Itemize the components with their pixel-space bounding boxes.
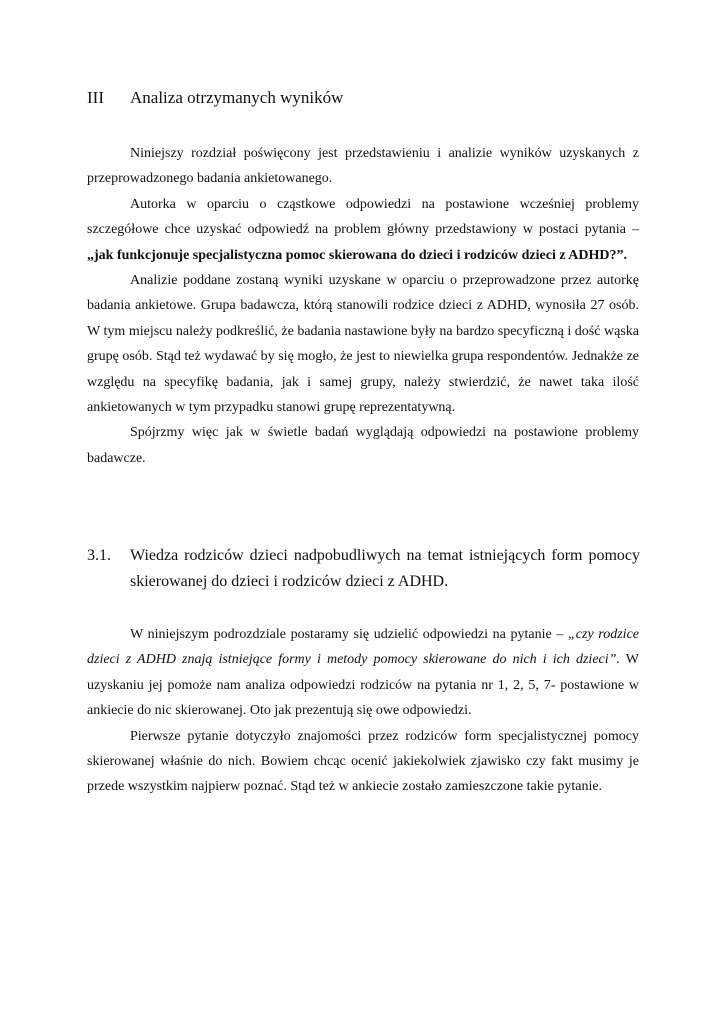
- intro-paragraph-2: [87, 192, 639, 268]
- chapter-heading: [87, 86, 647, 110]
- intro-paragraph-4: Spójrzmy więc jak w świetle badań wyglądają odpowiedzi na postawione problemy badawcze.: [87, 425, 639, 466]
- section-paragraph-1: [87, 622, 639, 724]
- section-text: [87, 622, 639, 800]
- section-number: 3.1.: [87, 547, 111, 564]
- intro-paragraph-1: Niniejszy rozdział poświęcony jest przedstawieniu i analizie wyników uzyskanych z przeprowadzonego badania ankietowanego.: [87, 146, 639, 187]
- main-research-question: „jak funkcjonuje specjalistyczna pomoc skierowana do dzieci i rodziców dzieci z ADHD?”.: [87, 247, 628, 263]
- chapter-title: Analiza otrzymanych wyników: [130, 88, 344, 107]
- section-paragraph-2: Pierwsze pytanie dotyczyło znajomości przez rodziców form specjalistycznej pomocy skierowanej właśnie do nich. Bowiem chcąc ocenić jakiekolwiek zjawisko czy fakt musimy je przede wszystkim najpierw poznać. Stąd też w ankiecie zostało zamieszczone takie pytanie.: [87, 728, 639, 795]
- intro-text: [87, 141, 639, 471]
- section-research-question: „czy rodzice dzieci z ADHD znają istniejące formy i metody pomocy skierowane do nich i ich dzieci”.: [87, 627, 639, 668]
- section-paragraph-1-rest: W uzyskaniu jej pomoże nam analiza odpowiedzi rodziców na pytania nr 1, 2, 5, 7- postawione w ankiecie do nic skierowanej. Oto jak prezentują się owe odpowiedzi.: [87, 652, 639, 719]
- section-paragraph-1-text: W niniejszym podrozdziale postaramy się udzielić odpowiedzi na pytanie –: [130, 627, 568, 642]
- intro-paragraph-2-text: Autorka w oparciu o cząstkowe odpowiedzi na postawione wcześniej problemy szczegółowe chce uzyskać odpowiedź na problem główny przedstawiony w postaci pytania –: [87, 196, 639, 238]
- section-title: Wiedza rodziców dzieci nadpobudliwych na temat istniejących form pomocy skierowanej do dzieci i rodziców dzieci z ADHD.: [130, 547, 640, 590]
- chapter-number: III: [87, 88, 104, 107]
- section-heading: [87, 543, 647, 595]
- intro-paragraph-3: Analizie poddane zostaną wyniki uzyskane w oparciu o przeprowadzone przez autorkę badania ankietowe. Grupa badawcza, którą stanowili rodzice dzieci z ADHD, wynosiła 27 osób. W tym miejscu należy podkreślić, że badania nastawione były na bardzo specyficzną i dość wąska grupę osób. Stąd też wydawać by się mogło, że jest to niewielka grupa respondentów. Jednakże ze względu na specyfikę badania, jak i samej grupy, należy stwierdzić, że nawet taka ilość ankietowanych w tym przypadku stanowi grupę reprezentatywną.: [87, 273, 639, 416]
